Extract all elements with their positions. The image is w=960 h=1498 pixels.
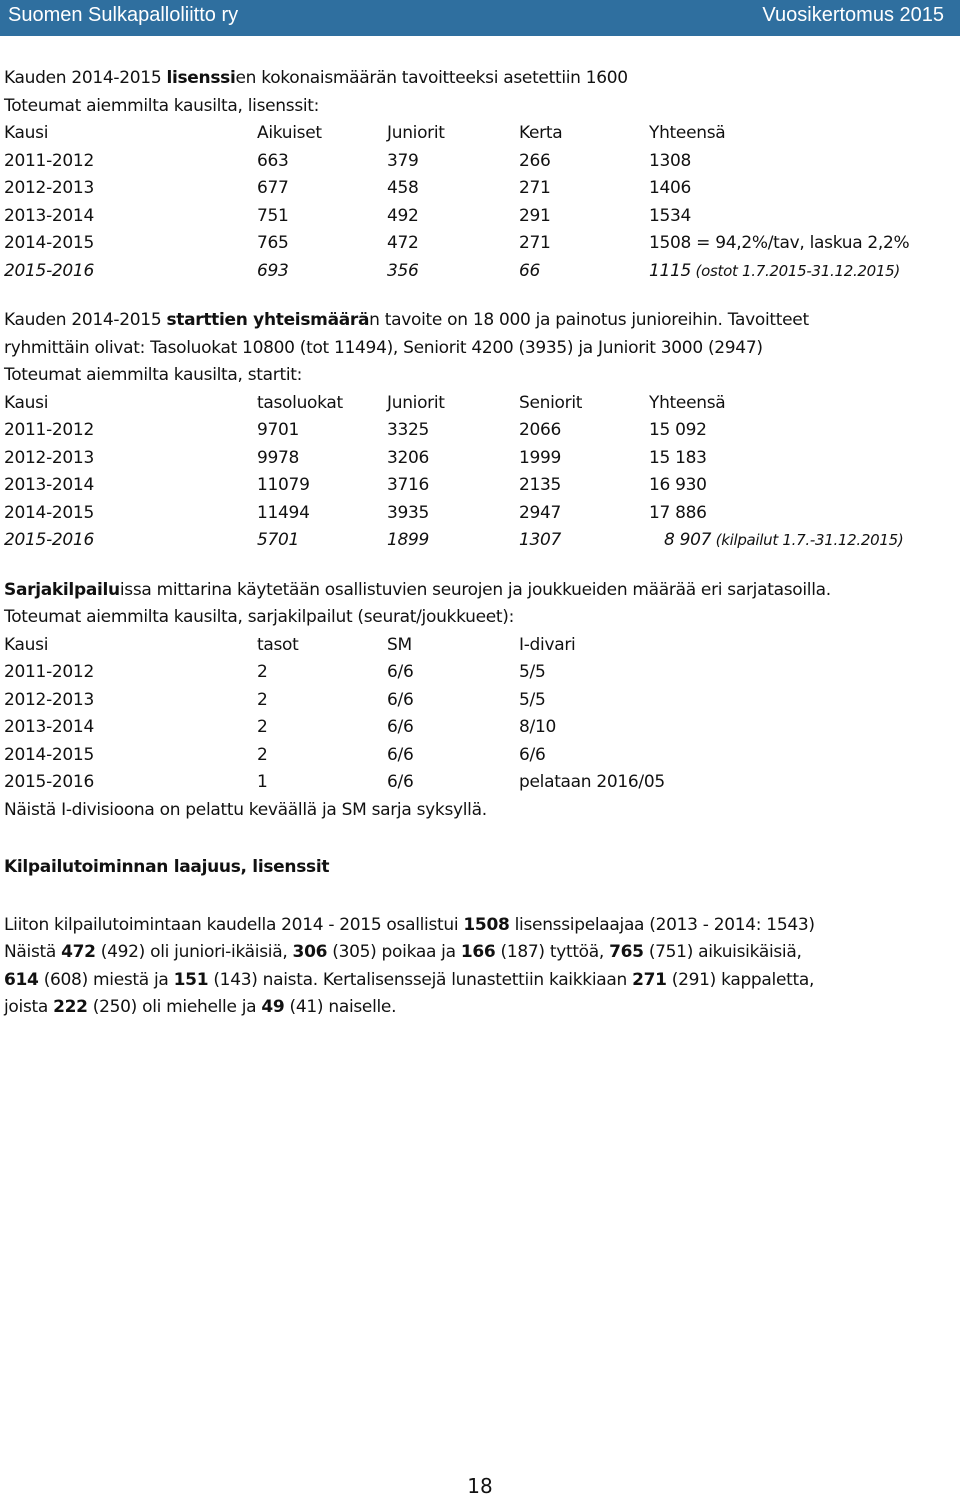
- starts-table: [4, 390, 956, 555]
- licence-summary-paragraph: Liiton kilpailutoimintaan kaudella 2014 - 2015 osallistui 1508 lisenssipelaajaa (2013 - 2014: 1543) Näistä 472 (492) oli juniori-ikäisiä, 306 (305) poikaa ja 166 (187) tyttöä, 765 (751) aikuisikäisiä, 614 (608) miestä ja 151 (143) naista. Kertalisenssejä lunastettiin kaikkiaan 271 (291) kappaletta, joista 222 (250) oli miehelle ja 49 (41) naiselle.: [4, 914, 815, 1017]
- table-row: 2014-2015 2 6/6 6/6: [4, 744, 546, 765]
- table-row: 2015-2016 1 6/6 pelataan 2016/05: [4, 772, 665, 792]
- table-row-current-season: 2015-2016 693 356 66 1115 (ostot 1.7.2015-31.12.2015): [4, 260, 900, 281]
- header-report-title: Vuosikertomus 2015: [762, 4, 944, 26]
- league-intro-text: Sarjakilpailuissa mittarina käytetään osallistuvien seurojen ja joukkueiden määrää eri sarjatasoilla.: [4, 579, 831, 600]
- licence-history-caption: Toteumat aiemmilta kausilta, lisenssit:: [4, 95, 320, 116]
- table-row: 2012-2013 2 6/6 5/5: [4, 689, 546, 710]
- table-row-current-season: 2015-2016 5701 1899 1307 8 907 (kilpailut 1.7.-31.12.2015): [4, 530, 904, 550]
- table-header-row: Kausi tasoluokat Juniorit Seniorit Yhteensä: [4, 392, 726, 413]
- table-row: 2011-2012 663 379 266 1308: [4, 150, 692, 171]
- table-row: 2014-2015 765 472 271 1508 = 94,2%/tav, laskua 2,2%: [4, 233, 910, 253]
- league-table: [4, 632, 956, 797]
- table-header-row: Kausi tasot SM I-divari: [4, 634, 576, 655]
- table-row: 2013-2014 11079 3716 2135 16 930: [4, 475, 707, 495]
- table-row: 2011-2012 9701 3325 2066 15 092: [4, 420, 707, 440]
- table-header-row: Kausi Aikuiset Juniorit Kerta Yhteensä: [4, 123, 726, 143]
- table-row: 2012-2013 9978 3206 1999 15 183: [4, 447, 707, 468]
- licence-goal-text: Kauden 2014-2015 lisenssien kokonaismäärän tavoitteeksi asetettiin 1600: [4, 68, 628, 88]
- starts-goal-text: Kauden 2014-2015 starttien yhteismäärän tavoite on 18 000 ja painotus junioreihin. Tavoitteet: [4, 310, 809, 330]
- document-body: [4, 65, 956, 1022]
- table-row: 2013-2014 2 6/6 8/10: [4, 717, 556, 737]
- league-history-caption: Toteumat aiemmilta kausilta, sarjakilpailut (seurat/joukkueet):: [4, 607, 515, 627]
- table-row: 2014-2015 11494 3935 2947 17 886: [4, 502, 707, 523]
- page-header: [0, 0, 960, 36]
- licence-table: [4, 120, 956, 285]
- starts-history-caption: Toteumat aiemmilta kausilta, startit:: [4, 365, 303, 385]
- league-note: Näistä I-divisioona on pelattu keväällä ja SM sarja syksyllä.: [4, 799, 487, 820]
- header-org-name: Suomen Sulkapalloliitto ry: [8, 4, 239, 26]
- starts-group-goals: ryhmittäin olivat: Tasoluokat 10800 (tot 11494), Seniorit 4200 (3935) ja Juniorit 3000 (2947): [4, 337, 763, 358]
- section-heading: Kilpailutoiminnan laajuus, lisenssit: [4, 857, 330, 877]
- table-row: 2012-2013 677 458 271 1406: [4, 178, 692, 198]
- table-row: 2013-2014 751 492 291 1534: [4, 205, 692, 226]
- page-number: 18: [467, 1474, 493, 1498]
- table-row: 2011-2012 2 6/6 5/5: [4, 662, 546, 682]
